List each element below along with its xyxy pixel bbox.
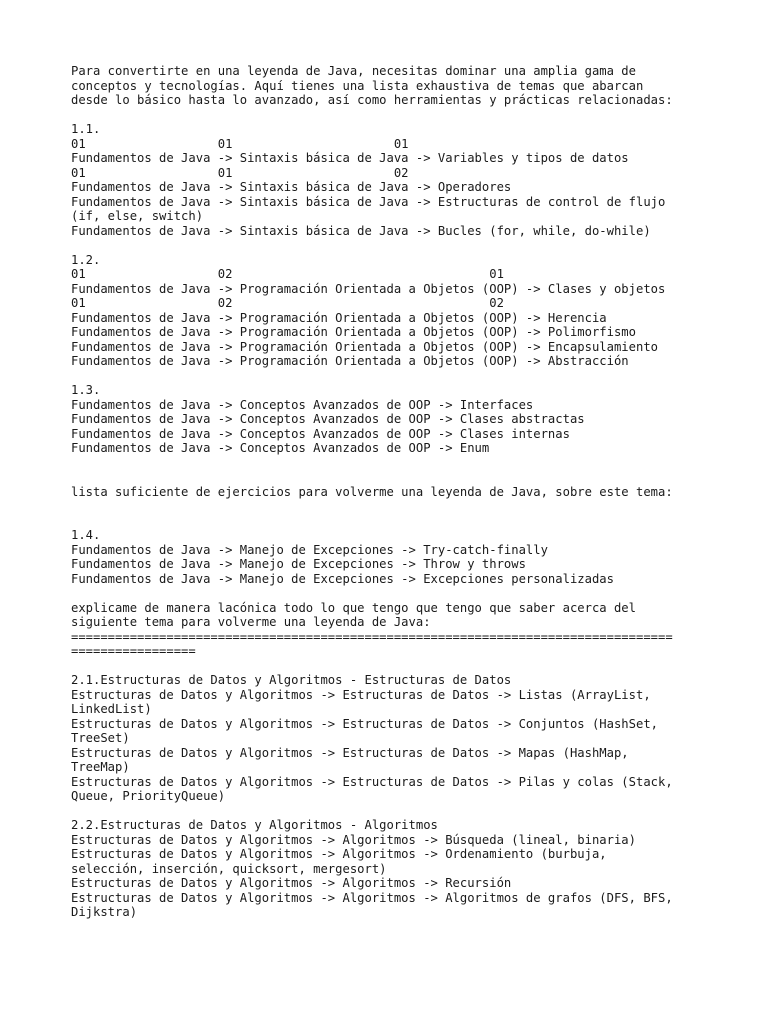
text-line: desde lo básico hasta lo avanzado, así como herramientas y prácticas relacionadas: [71, 93, 673, 107]
text-line [71, 238, 711, 253]
text-line: 2.2.Estructuras de Datos y Algoritmos - Algoritmos [71, 818, 438, 832]
text-line: Estructuras de Datos y Algoritmos -> Algoritmos -> Algoritmos de grafos (DFS, BFS, [71, 890, 673, 905]
text-line: Fundamentos de Java -> Programación Orientada a Objetos (OOP) -> Polimorfismo [71, 325, 636, 339]
text-line: Estructuras de Datos y Algoritmos -> Estructuras de Datos -> Pilas y colas (Stack, [71, 774, 673, 789]
text-line [71, 514, 711, 529]
text-line: Fundamentos de Java -> Manejo de Excepciones -> Try-catch-finally [71, 542, 548, 557]
text-line: Fundamentos de Java -> Conceptos Avanzados de OOP -> Enum [71, 441, 490, 455]
text-line: Para convertirte en una leyenda de Java, necesitas dominar una amplia gama de [71, 64, 636, 78]
text-line: Estructuras de Datos y Algoritmos -> Algoritmos -> Búsqueda (lineal, binaria) [71, 832, 636, 847]
text-line [71, 456, 711, 471]
text-line: Fundamentos de Java -> Programación Orientada a Objetos (OOP) -> Herencia [71, 310, 607, 325]
text-line: Fundamentos de Java -> Manejo de Excepciones -> Excepciones personalizadas [71, 571, 614, 586]
text-line [71, 804, 711, 819]
text-line: Fundamentos de Java -> Conceptos Avanzados de OOP -> Interfaces [71, 397, 534, 412]
text-line: Estructuras de Datos y Algoritmos -> Estructuras de Datos -> Mapas (HashMap, [71, 745, 629, 760]
text-line: siguiente tema para volverme una leyenda de Java: [71, 615, 431, 629]
text-line [71, 108, 711, 123]
text-line: 1.4. [71, 528, 101, 542]
text-line: 2.1.Estructuras de Datos y Algoritmos - Estructuras de Datos [71, 673, 512, 687]
text-line [71, 470, 711, 485]
text-line: Fundamentos de Java -> Sintaxis básica de Java -> Variables y tipos de datos [71, 151, 629, 165]
text-line: ================= [71, 644, 196, 658]
text-line: Fundamentos de Java -> Sintaxis básica de Java -> Bucles (for, while, do-while) [71, 223, 651, 238]
text-line: TreeMap) [71, 760, 130, 774]
text-line: Fundamentos de Java -> Programación Orientada a Objetos (OOP) -> Abstracción [71, 354, 629, 368]
text-line: Estructuras de Datos y Algoritmos -> Algoritmos -> Ordenamiento (burbuja, [71, 847, 607, 861]
text-line [71, 659, 711, 674]
text-line: 01 01 01 [71, 136, 409, 151]
text-line: explicame de manera lacónica todo lo que tengo que tengo que saber acerca del [71, 600, 636, 615]
text-line: conceptos y tecnologías. Aquí tienes una lista exhaustiva de temas que abarcan [71, 78, 644, 93]
text-line [71, 586, 711, 601]
text-line: lista suficiente de ejercicios para volverme una leyenda de Java, sobre este tema: [71, 484, 673, 499]
text-line: 1.2. [71, 252, 101, 267]
text-line: 01 02 02 [71, 296, 504, 310]
text-line: selección, inserción, quicksort, mergesort) [71, 861, 387, 876]
text-line: Fundamentos de Java -> Conceptos Avanzados de OOP -> Clases abstractas [71, 412, 585, 426]
text-line: ================================================================================== [71, 629, 673, 644]
text-line: 01 01 02 [71, 165, 409, 180]
text-line: Fundamentos de Java -> Programación Orientada a Objetos (OOP) -> Clases y objetos [71, 281, 666, 296]
text-line: Fundamentos de Java -> Conceptos Avanzados de OOP -> Clases internas [71, 426, 570, 441]
text-line [71, 499, 711, 514]
text-line: Estructuras de Datos y Algoritmos -> Estructuras de Datos -> Listas (ArrayList, [71, 687, 651, 702]
text-line: (if, else, switch) [71, 209, 204, 223]
text-line: LinkedList) [71, 702, 152, 716]
text-line: Fundamentos de Java -> Sintaxis básica de Java -> Estructuras de control de flujo [71, 194, 666, 209]
text-line: 01 02 01 [71, 267, 504, 281]
text-line: Dijkstra) [71, 905, 138, 919]
text-line: Fundamentos de Java -> Sintaxis básica de Java -> Operadores [71, 180, 512, 194]
text-line: Queue, PriorityQueue) [71, 789, 226, 803]
text-line: Estructuras de Datos y Algoritmos -> Estructuras de Datos -> Conjuntos (HashSet, [71, 716, 658, 731]
text-line [71, 369, 711, 384]
text-line: Fundamentos de Java -> Manejo de Excepciones -> Throw y throws [71, 557, 526, 571]
text-line: Fundamentos de Java -> Programación Orientada a Objetos (OOP) -> Encapsulamiento [71, 339, 658, 354]
document-page [71, 64, 711, 920]
text-line: TreeSet) [71, 731, 130, 745]
text-line: Estructuras de Datos y Algoritmos -> Algoritmos -> Recursión [71, 876, 512, 890]
text-line: 1.1. [71, 122, 101, 136]
text-line: 1.3. [71, 383, 101, 397]
